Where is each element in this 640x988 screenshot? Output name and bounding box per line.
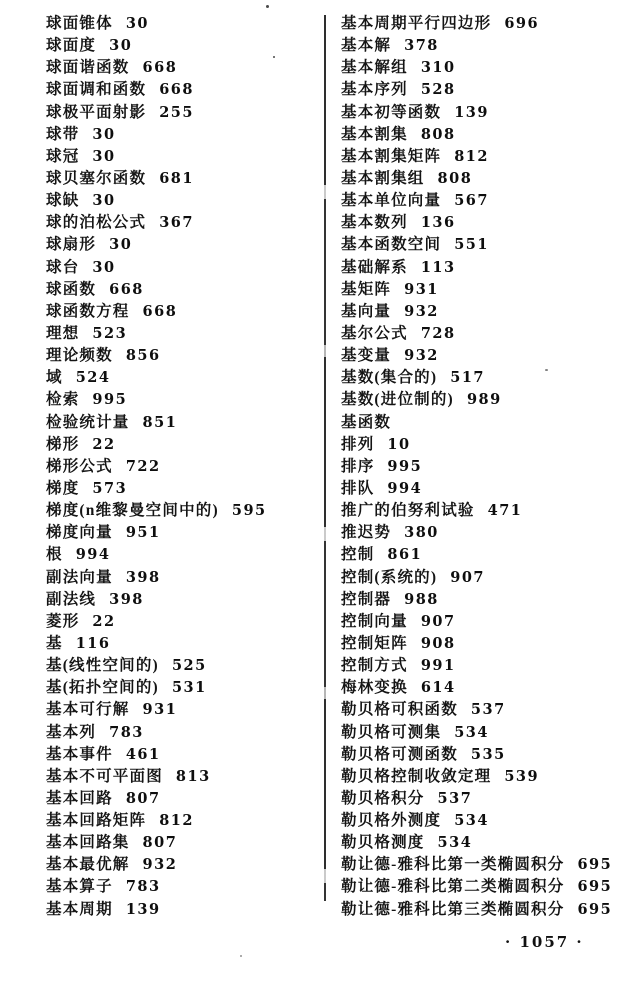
index-page-number: 668 (142, 302, 178, 320)
index-term: 勒贝格可测集 (341, 723, 442, 741)
index-page-number: 378 (404, 37, 439, 55)
index-term: 基础解系 (341, 258, 408, 276)
index-term: 勒贝格测度 (341, 834, 425, 852)
index-term: 检索 (46, 391, 80, 409)
index-entry (46, 434, 318, 456)
index-term: 基本解 (341, 37, 392, 55)
index-page-number: 668 (109, 280, 144, 298)
index-term: 基本割集组 (341, 169, 425, 187)
index-term: 基向量 (341, 302, 392, 320)
scan-speck (266, 5, 269, 8)
index-term: 控制 (341, 546, 375, 564)
index-term: 副法线 (46, 590, 97, 608)
index-page-number: 310 (420, 59, 456, 77)
index-entry (341, 810, 636, 832)
index-term: 控制(系统的) (341, 568, 438, 586)
index-entry (46, 234, 318, 256)
index-term: 球面锥体 (46, 15, 113, 32)
index-page-number: 728 (420, 324, 456, 342)
index-page-number: 856 (125, 347, 161, 365)
index-entry (46, 190, 318, 212)
index-term: 勒贝格可测函数 (341, 745, 458, 763)
index-page-number: 523 (92, 324, 128, 342)
index-page-number: 551 (454, 236, 489, 254)
index-entry (46, 412, 318, 434)
index-page-number: 136 (420, 214, 456, 232)
index-term: 基本算子 (46, 878, 113, 896)
index-entry (341, 301, 636, 323)
index-entry (46, 456, 318, 478)
index-entry (341, 35, 636, 57)
index-entry (341, 367, 636, 389)
index-page-number: 988 (404, 590, 439, 608)
index-entry (341, 279, 636, 301)
index-term: 基(线性空间的) (46, 657, 159, 675)
index-page-number: 398 (109, 590, 144, 608)
index-term: 基本单位向量 (341, 192, 442, 210)
index-entry (46, 478, 318, 500)
index-page-number: 931 (142, 701, 178, 719)
index-entry (46, 35, 318, 57)
index-term: 基变量 (341, 347, 392, 365)
index-term: 排序 (341, 457, 375, 475)
index-page-number: 995 (387, 457, 423, 475)
index-entry (46, 567, 318, 589)
index-term: 梯度 (46, 479, 80, 497)
index-entry (341, 212, 636, 234)
index-entry (341, 234, 636, 256)
index-term: 球极平面射影 (46, 103, 147, 121)
index-term: 基本最优解 (46, 856, 130, 874)
column-divider (324, 15, 326, 901)
index-term: 勒让德-雅科比第二类椭圆积分 (341, 878, 565, 896)
index-term: 基本回路集 (46, 834, 130, 852)
index-term: 基本解组 (341, 59, 408, 77)
index-term: 基本周期 (46, 900, 113, 918)
index-term: 勒让德-雅科比第三类椭圆积分 (341, 900, 565, 918)
index-entry (46, 522, 318, 544)
index-page-number: 783 (125, 878, 161, 896)
index-page-number: 139 (454, 103, 489, 121)
index-page-number: 116 (75, 634, 111, 652)
index-term: 梯度向量 (46, 524, 113, 542)
index-entry (341, 434, 636, 456)
index-entry (46, 899, 318, 921)
index-term: 基本函数空间 (341, 236, 442, 254)
index-entry (46, 544, 318, 566)
index-term: 基本割集矩阵 (341, 147, 442, 165)
index-entry (341, 899, 636, 921)
index-entry (46, 389, 318, 411)
index-term: 基本序列 (341, 81, 408, 99)
index-page-number: 994 (387, 479, 423, 497)
index-page-number: 695 (577, 900, 613, 918)
index-term: 基本事件 (46, 745, 113, 763)
index-page-number: 534 (454, 812, 489, 830)
index-entry (46, 810, 318, 832)
index-page-number: 907 (450, 568, 486, 586)
index-term: 勒让德-雅科比第一类椭圆积分 (341, 856, 565, 874)
index-entry (341, 124, 636, 146)
index-page-number: 807 (142, 834, 178, 852)
index-page-number: 573 (92, 479, 128, 497)
index-page-number: 30 (109, 236, 133, 254)
index-entry (341, 57, 636, 79)
index-entry (341, 412, 636, 434)
index-page-number: 255 (159, 103, 194, 121)
page-number-footer: · 1057 · (505, 933, 584, 951)
index-entry (341, 478, 636, 500)
index-entry (341, 589, 636, 611)
index-entry (341, 699, 636, 721)
index-page-number: 113 (420, 258, 456, 276)
index-entry (46, 788, 318, 810)
index-page-number: 534 (437, 834, 473, 852)
index-term: 球面调和函数 (46, 81, 147, 99)
index-page-number: 30 (109, 37, 133, 55)
index-term: 控制向量 (341, 612, 408, 630)
index-term: 球扇形 (46, 236, 97, 254)
index-entry (46, 146, 318, 168)
index-term: 基本不可平面图 (46, 767, 163, 785)
index-entry (46, 766, 318, 788)
index-entry (341, 79, 636, 101)
index-page-number: 30 (92, 147, 116, 165)
index-entry (46, 611, 318, 633)
index-entry (341, 13, 636, 35)
index-entry (46, 102, 318, 124)
index-entry (341, 854, 636, 876)
index-page-number: 932 (404, 347, 439, 365)
index-term: 基本可行解 (46, 701, 130, 719)
index-term: 梯形公式 (46, 457, 113, 475)
index-page-number: 696 (504, 15, 540, 32)
index-term: 梅林变换 (341, 679, 408, 697)
index-page-number: 531 (171, 679, 207, 697)
index-page-number: 695 (577, 856, 613, 874)
index-entry (46, 655, 318, 677)
index-page-number: 534 (454, 723, 489, 741)
index-term: 球带 (46, 125, 80, 143)
index-term: 理论频数 (46, 347, 113, 365)
index-term: 推广的伯努利试验 (341, 502, 475, 520)
index-page-number: 668 (142, 59, 178, 77)
index-page-number: 695 (577, 878, 613, 896)
index-page-number: 812 (454, 147, 489, 165)
index-term: 理想 (46, 324, 80, 342)
index-page-number: 517 (450, 369, 486, 387)
index-term: 基本列 (46, 723, 97, 741)
index-page-number: 813 (175, 767, 211, 785)
index-term: 基数(集合的) (341, 369, 438, 387)
index-entry (341, 567, 636, 589)
index-entry (46, 323, 318, 345)
index-page-number: 22 (92, 612, 116, 630)
index-page-number: 537 (470, 701, 506, 719)
index-term: 推迟势 (341, 524, 392, 542)
index-entry (341, 766, 636, 788)
index-entry (46, 168, 318, 190)
index-page-number: 22 (92, 435, 116, 453)
index-page-number: 524 (75, 369, 111, 387)
index-page-number: 535 (470, 745, 506, 763)
index-entry (46, 876, 318, 898)
index-term: 梯度(n维黎曼空间中的) (46, 502, 219, 520)
index-term: 排队 (341, 479, 375, 497)
index-entry (46, 124, 318, 146)
index-entry (341, 722, 636, 744)
index-page-number: 908 (420, 634, 456, 652)
index-page-number: 851 (142, 413, 178, 431)
index-page-number: 807 (125, 789, 161, 807)
index-page-number: 991 (420, 657, 456, 675)
index-page-number: 525 (171, 657, 207, 675)
index-entry (46, 832, 318, 854)
index-entry (46, 699, 318, 721)
index-term: 基尔公式 (341, 324, 408, 342)
index-page-number: 932 (404, 302, 439, 320)
right-column (341, 13, 636, 921)
index-page-number: 30 (125, 15, 149, 32)
index-entry (341, 257, 636, 279)
index-term: 勒贝格可积函数 (341, 701, 458, 719)
index-term: 基函数 (341, 413, 392, 431)
index-page-number: 30 (92, 125, 116, 143)
index-page-number: 995 (92, 391, 128, 409)
index-page-number: 30 (92, 258, 116, 276)
index-entry (341, 345, 636, 367)
index-entry (341, 522, 636, 544)
index-entry (46, 279, 318, 301)
index-term: 基本数列 (341, 214, 408, 232)
index-page-number: 614 (420, 679, 456, 697)
index-entry (341, 456, 636, 478)
scan-speck (240, 955, 242, 957)
index-page-number: 668 (159, 81, 194, 99)
index-entry (341, 611, 636, 633)
index-term: 副法向量 (46, 568, 113, 586)
index-term: 基 (46, 634, 63, 652)
index-entry (46, 79, 318, 101)
index-entry (341, 544, 636, 566)
index-entry (46, 212, 318, 234)
index-page-number: 380 (404, 524, 439, 542)
index-term: 基本初等函数 (341, 103, 442, 121)
index-page-number: 931 (404, 280, 439, 298)
index-page-number: 461 (125, 745, 161, 763)
index-page-number: 10 (387, 435, 411, 453)
index-entry (46, 744, 318, 766)
index-entry (46, 301, 318, 323)
index-entry (341, 677, 636, 699)
index-entry (341, 744, 636, 766)
index-term: 球函数方程 (46, 302, 130, 320)
index-term: 基数(进位制的) (341, 391, 454, 409)
index-entry (46, 589, 318, 611)
index-page-number: 30 (92, 192, 116, 210)
index-page-number: 907 (420, 612, 456, 630)
index-page-number: 595 (231, 502, 267, 520)
index-term: 球冠 (46, 147, 80, 165)
index-entry (46, 633, 318, 655)
index-term: 球面度 (46, 37, 97, 55)
index-entry (46, 345, 318, 367)
index-page-number: 139 (125, 900, 161, 918)
index-entry (341, 788, 636, 810)
index-page-number: 567 (454, 192, 489, 210)
index-entry (341, 190, 636, 212)
index-term: 基本回路 (46, 789, 113, 807)
index-term: 球缺 (46, 192, 80, 210)
index-page-number: 471 (487, 502, 523, 520)
index-page-number: 808 (437, 169, 473, 187)
index-page-number: 808 (420, 125, 456, 143)
index-page-number: 932 (142, 856, 178, 874)
index-term: 勒贝格外测度 (341, 812, 442, 830)
index-entry (341, 832, 636, 854)
index-page-number: 812 (159, 812, 194, 830)
index-page-number: 994 (75, 546, 111, 564)
index-term: 控制器 (341, 590, 392, 608)
index-page-number: 989 (466, 391, 502, 409)
index-entry (46, 854, 318, 876)
index-page-number: 861 (387, 546, 423, 564)
index-term: 域 (46, 369, 63, 387)
index-entry (341, 168, 636, 190)
index-term: 基本周期平行四边形 (341, 15, 492, 32)
index-entry (341, 102, 636, 124)
index-term: 基(拓扑空间的) (46, 679, 159, 697)
index-page-number: 367 (159, 214, 194, 232)
index-term: 球台 (46, 258, 80, 276)
index-entry (46, 677, 318, 699)
scan-speck (273, 56, 275, 58)
index-term: 菱形 (46, 612, 80, 630)
index-page-number: 951 (125, 524, 161, 542)
index-term: 排列 (341, 435, 375, 453)
index-page-number: 539 (504, 767, 540, 785)
index-term: 球面谐函数 (46, 59, 130, 77)
left-column (46, 13, 318, 921)
scan-speck (545, 369, 548, 371)
index-entry (341, 500, 636, 522)
index-term: 球函数 (46, 280, 97, 298)
index-page-number: 398 (125, 568, 161, 586)
index-entry (341, 323, 636, 345)
index-term: 控制矩阵 (341, 634, 408, 652)
index-term: 基本回路矩阵 (46, 812, 147, 830)
index-entry (341, 633, 636, 655)
index-entry (46, 367, 318, 389)
index-entry (341, 655, 636, 677)
index-entry (46, 257, 318, 279)
index-page-number: 722 (125, 457, 161, 475)
index-page-number: 681 (159, 169, 194, 187)
index-entry (341, 876, 636, 898)
index-term: 球贝塞尔函数 (46, 169, 147, 187)
index-page-number: 528 (420, 81, 456, 99)
index-term: 基本割集 (341, 125, 408, 143)
index-term: 球的泊松公式 (46, 214, 147, 232)
index-entry (341, 146, 636, 168)
index-term: 控制方式 (341, 657, 408, 675)
index-term: 勒贝格积分 (341, 789, 425, 807)
index-term: 根 (46, 546, 63, 564)
index-term: 基矩阵 (341, 280, 392, 298)
index-term: 勒贝格控制收敛定理 (341, 767, 492, 785)
index-entry (46, 57, 318, 79)
index-term: 梯形 (46, 435, 80, 453)
index-entry (46, 13, 318, 35)
index-entry (46, 500, 318, 522)
index-entry (341, 389, 636, 411)
index-page-number: 783 (109, 723, 144, 741)
index-term: 检验统计量 (46, 413, 130, 431)
index-page-number: 537 (437, 789, 473, 807)
index-entry (46, 722, 318, 744)
